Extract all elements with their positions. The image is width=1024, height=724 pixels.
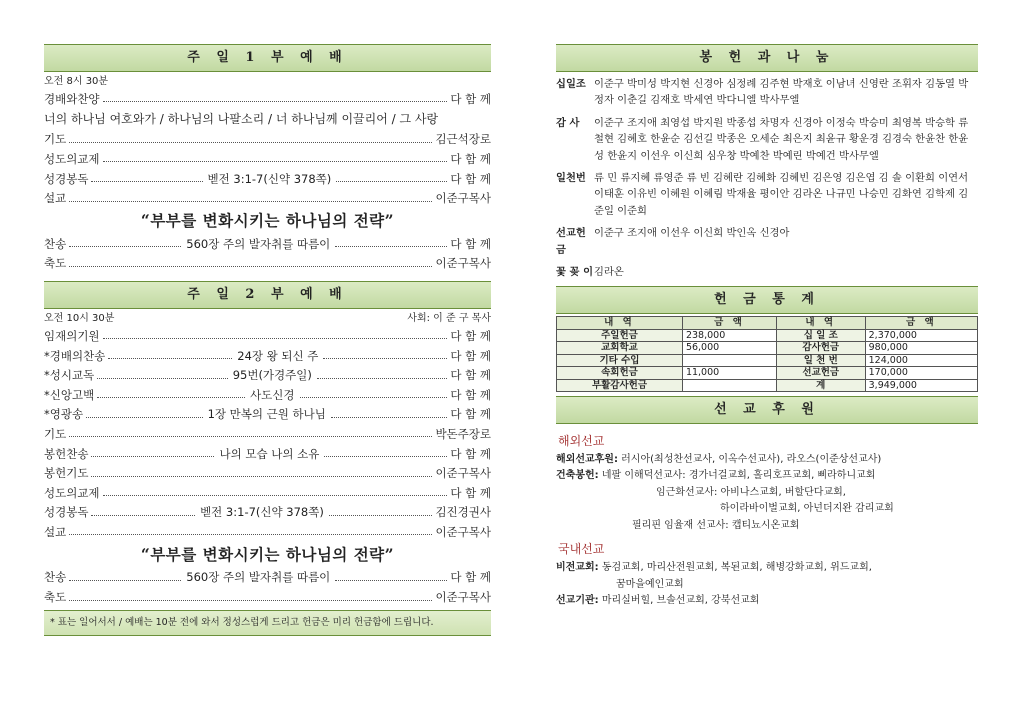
order-label: 축도 <box>44 590 67 605</box>
order-row <box>44 483 491 503</box>
order-leader: 다 함 께 <box>450 485 491 500</box>
mission-line <box>556 468 978 485</box>
dot-leader <box>69 436 432 437</box>
order-leader: 이준구목사 <box>435 524 491 539</box>
order-label: 찬송 <box>44 570 67 585</box>
dot-leader <box>91 456 214 457</box>
finance-item: 계 <box>776 379 865 391</box>
dot-leader <box>91 476 432 477</box>
offering-header: 봉 헌 과 나 눔 <box>556 44 978 72</box>
offering-group-names: 류 민 류지혜 류영준 류 빈 김혜란 김혜화 김혜빈 김은영 김은엽 김 솔 이환희 이연서 이태훈 이유빈 이혜원 이혜림 박재율 평이안 김라온 나규민 나승민 김화연 김학제 김준일 이준희 <box>594 172 969 217</box>
order-label: 성경봉독 <box>44 171 89 186</box>
finance-item: 십 일 조 <box>776 329 865 341</box>
service-note: * 표는 일어서서 / 예배는 10분 전에 와서 정성스럽게 드리고 헌금은 미리 헌금함에 드립니다. <box>44 610 491 636</box>
order-detail: 벧전 3:1-7(신약 378쪽) <box>200 505 324 520</box>
service1-order-top <box>44 89 491 109</box>
finance-amount <box>682 379 776 391</box>
order-row <box>44 169 491 189</box>
order-detail: 24장 왕 되신 주 <box>237 348 319 363</box>
service1-sermon-title: “부부를 변화시키는 하나님의 전략” <box>140 210 395 230</box>
order-label: 성도의교제 <box>44 151 100 166</box>
finance-table <box>556 316 978 391</box>
dot-leader <box>86 417 203 418</box>
order-leader: 이준구목사 <box>435 466 491 481</box>
service2-sermon-title: “부부를 변화시키는 하나님의 전략” <box>140 544 395 564</box>
dot-leader <box>69 266 432 267</box>
order-leader: 다 함 께 <box>450 91 491 106</box>
service1-order-mid <box>44 130 491 208</box>
finance-table-header <box>557 317 978 329</box>
offering-group-names: 김라온 <box>594 266 624 279</box>
order-row <box>44 568 491 588</box>
finance-col-header: 금 액 <box>865 317 977 329</box>
mission-line <box>556 485 978 502</box>
order-detail: 95번(가경주일) <box>232 368 312 383</box>
mission-line <box>556 593 978 610</box>
finance-item: 선교헌금 <box>776 367 865 379</box>
offering-group <box>556 115 978 164</box>
service1-time-row <box>44 75 491 89</box>
mission-detail: 동검교회, 마리산전원교회, 복된교회, 해병강화교회, 위드교회, <box>598 562 872 574</box>
order-leader: 다 함 께 <box>450 328 491 343</box>
order-row <box>44 503 491 523</box>
offering-group-names: 이준구 조지애 최영섭 박지원 박종섭 차명자 신경아 이정숙 박승미 최영복 박승학 류철현 김혜호 한윤순 김선길 박종은 오세순 최은지 최윤규 황운경 김경숙 한윤찬 한윤성 한윤지 이선우 이신희 심우창 박예찬 박예린 박예건 박사무엘 <box>594 116 969 162</box>
finance-amount <box>682 354 776 366</box>
order-leader: 다 함 께 <box>450 368 491 383</box>
offering-group <box>556 264 978 280</box>
dot-leader <box>324 456 447 457</box>
order-row <box>44 405 491 425</box>
dot-leader <box>108 358 232 359</box>
dot-leader <box>317 378 448 379</box>
order-detail: 벧전 3:1-7(신약 378쪽) <box>207 171 332 186</box>
offering-group <box>556 170 978 219</box>
order-label: 임재의기원 <box>44 328 100 343</box>
order-detail: 나의 모습 나의 소유 <box>219 446 320 461</box>
order-label: 기도 <box>44 426 67 441</box>
dot-leader <box>69 580 181 581</box>
service2-time: 오전 10시 30분 <box>44 313 115 325</box>
order-leader: 다 함 께 <box>450 171 491 186</box>
finance-row <box>557 342 978 354</box>
order-label: *경배의찬송 <box>44 348 106 363</box>
mission-line <box>556 518 978 535</box>
finance-amount: 238,000 <box>682 329 776 341</box>
offering-group-names: 이준구 조지애 이선우 이신희 박인옥 신경아 <box>594 227 790 240</box>
offering-group-label: 선교헌금 <box>556 227 586 256</box>
order-leader: 박돈주장로 <box>435 426 491 441</box>
dot-leader <box>103 338 448 339</box>
order-label: *신앙고백 <box>44 387 95 402</box>
mission-line <box>556 452 978 469</box>
mission-detail: 꿈마을예인교회 <box>616 578 684 590</box>
dot-leader <box>331 417 448 418</box>
order-detail: 560장 주의 발자취를 따름이 <box>186 236 331 251</box>
finance-amount: 124,000 <box>865 354 977 366</box>
dot-leader <box>69 534 432 535</box>
order-leader: 다 함 께 <box>450 387 491 402</box>
order-leader: 다 함 께 <box>450 570 491 585</box>
finance-amount: 170,000 <box>865 367 977 379</box>
order-row <box>44 326 491 346</box>
finance-row <box>557 329 978 341</box>
finance-amount: 11,000 <box>682 367 776 379</box>
order-leader: 이준구목사 <box>435 590 491 605</box>
service2-header: 주 일 2 부 예 배 <box>44 281 491 309</box>
order-label: 성경봉독 <box>44 505 89 520</box>
overseas-mission-list <box>556 452 978 535</box>
finance-row <box>557 379 978 391</box>
order-row <box>44 234 491 254</box>
order-label: 설교 <box>44 524 67 539</box>
order-row <box>44 130 491 150</box>
domestic-mission-list <box>556 560 978 610</box>
mission-category: 해외선교후원: <box>556 453 618 465</box>
mission-line <box>556 577 978 594</box>
finance-row <box>557 354 978 366</box>
dot-leader <box>97 378 228 379</box>
mission-line <box>556 501 978 518</box>
order-row <box>44 365 491 385</box>
order-row <box>44 587 491 607</box>
dot-leader <box>323 358 447 359</box>
finance-amount: 980,000 <box>865 342 977 354</box>
order-row <box>44 346 491 366</box>
dot-leader <box>300 397 448 398</box>
order-detail: 560장 주의 발자취를 따름이 <box>186 570 331 585</box>
order-label: 축도 <box>44 256 67 271</box>
mission-detail: 마리실버힐, 브솔선교회, 강북선교회 <box>598 595 760 607</box>
service1-time: 오전 8시 30분 <box>44 76 109 87</box>
overseas-mission-title: 해외선교 <box>558 433 605 448</box>
service1-worship-songs: 너의 하나님 여호와가 / 하나님의 나팔소리 / 너 하나님께 이끌리어 / 그 사랑 <box>44 111 439 126</box>
finance-header: 헌 금 통 계 <box>556 286 978 314</box>
offering-group <box>556 76 978 109</box>
dot-leader <box>91 515 195 516</box>
finance-item: 부활감사헌금 <box>557 379 683 391</box>
order-row <box>44 463 491 483</box>
order-row <box>44 444 491 464</box>
dot-leader <box>336 181 447 182</box>
dot-leader <box>103 495 448 496</box>
order-row <box>44 424 491 444</box>
dot-leader <box>69 201 432 202</box>
mission-line <box>556 560 978 577</box>
service2-order <box>44 326 491 542</box>
dot-leader <box>69 246 181 247</box>
finance-item: 일 천 번 <box>776 354 865 366</box>
dot-leader <box>97 397 245 398</box>
order-label: *영광송 <box>44 407 84 422</box>
finance-item: 감사헌금 <box>776 342 865 354</box>
mission-detail: 필리핀 임율재 선교사: 캡티뇨시온교회 <box>632 519 800 531</box>
offering-group-names: 이준구 박미성 박지현 신경아 심정례 김주현 박재호 이남녀 신영란 조휘자 김동열 박정자 이춘길 김재호 박세연 박다니엘 박사무엘 <box>594 78 969 107</box>
order-detail: 1장 만복의 근원 하나님 <box>207 407 326 422</box>
offering-list <box>556 76 978 280</box>
order-row <box>44 522 491 542</box>
order-label: 설교 <box>44 191 67 206</box>
finance-row <box>557 367 978 379</box>
order-label: 기도 <box>44 132 67 147</box>
order-leader: 다 함 께 <box>450 236 491 251</box>
dot-leader <box>103 101 448 102</box>
finance-item: 주일헌금 <box>557 329 683 341</box>
order-row <box>44 254 491 274</box>
finance-col-header: 내 역 <box>557 317 683 329</box>
order-row <box>44 385 491 405</box>
dot-leader <box>69 142 432 143</box>
offering-group <box>556 225 978 258</box>
finance-item: 속회헌금 <box>557 367 683 379</box>
order-label: *성시교독 <box>44 368 95 383</box>
order-leader: 김진경권사 <box>435 505 491 520</box>
order-detail: 사도신경 <box>250 387 295 402</box>
right-column <box>556 44 978 610</box>
order-leader: 다 함 께 <box>450 446 491 461</box>
dot-leader <box>69 600 432 601</box>
offering-group-label: 십일조 <box>556 78 586 90</box>
order-leader: 이준구목사 <box>435 256 491 271</box>
dot-leader <box>329 515 433 516</box>
finance-col-header: 내 역 <box>776 317 865 329</box>
order-row <box>44 89 491 109</box>
order-leader: 다 함 께 <box>450 407 491 422</box>
order-leader: 김근석장로 <box>435 132 491 147</box>
service2-time-row <box>44 312 491 326</box>
order-row <box>44 188 491 208</box>
service1-order-end <box>44 234 491 273</box>
offering-group-label: 꽃 꽂 이 <box>556 266 594 279</box>
left-column <box>44 44 491 636</box>
mission-category: 선교기관: <box>556 595 599 607</box>
finance-item: 기타 수입 <box>557 354 683 366</box>
dot-leader <box>103 161 448 162</box>
dot-leader <box>335 246 447 247</box>
offering-group-label: 일천번 <box>556 172 586 185</box>
mission-detail: 하이라바이벌교회, 아넌더지완 감리교회 <box>720 503 894 515</box>
domestic-mission-title: 국내선교 <box>558 542 605 557</box>
order-leader: 이준구목사 <box>435 191 491 206</box>
finance-amount: 3,949,000 <box>865 379 977 391</box>
offering-group-label: 감 사 <box>556 116 580 129</box>
finance-item: 교회학교 <box>557 342 683 354</box>
finance-amount: 2,370,000 <box>865 329 977 341</box>
order-label: 봉헌기도 <box>44 466 89 481</box>
order-label: 찬송 <box>44 236 67 251</box>
mission-detail: 임근화선교사: 아비나스교회, 버할단다교회, <box>656 486 846 498</box>
order-label: 경배와찬양 <box>44 91 100 106</box>
order-leader: 다 함 께 <box>450 151 491 166</box>
dot-leader <box>91 181 202 182</box>
finance-amount: 56,000 <box>682 342 776 354</box>
order-row <box>44 149 491 169</box>
finance-col-header: 금 액 <box>682 317 776 329</box>
order-label: 성도의교제 <box>44 485 100 500</box>
order-label: 봉헌찬송 <box>44 446 89 461</box>
mission-detail: 네팔 이해덕선교사: 경가너걸교회, 홀리호프교회, 삐라하니교회 <box>598 470 876 482</box>
mission-detail: 러시아(최성찬선교사, 이옥수선교사), 라오스(이준상선교사) <box>617 453 882 465</box>
service2-order-end <box>44 568 491 607</box>
order-leader: 다 함 께 <box>450 348 491 363</box>
mission-category: 건축봉헌: <box>556 470 599 482</box>
dot-leader <box>335 580 447 581</box>
mission-header: 선 교 후 원 <box>556 396 978 424</box>
service1-header: 주 일 1 부 예 배 <box>44 44 491 72</box>
mission-category: 비전교회: <box>556 562 599 574</box>
service2-leader: 사회: 이 준 구 목사 <box>407 313 491 325</box>
